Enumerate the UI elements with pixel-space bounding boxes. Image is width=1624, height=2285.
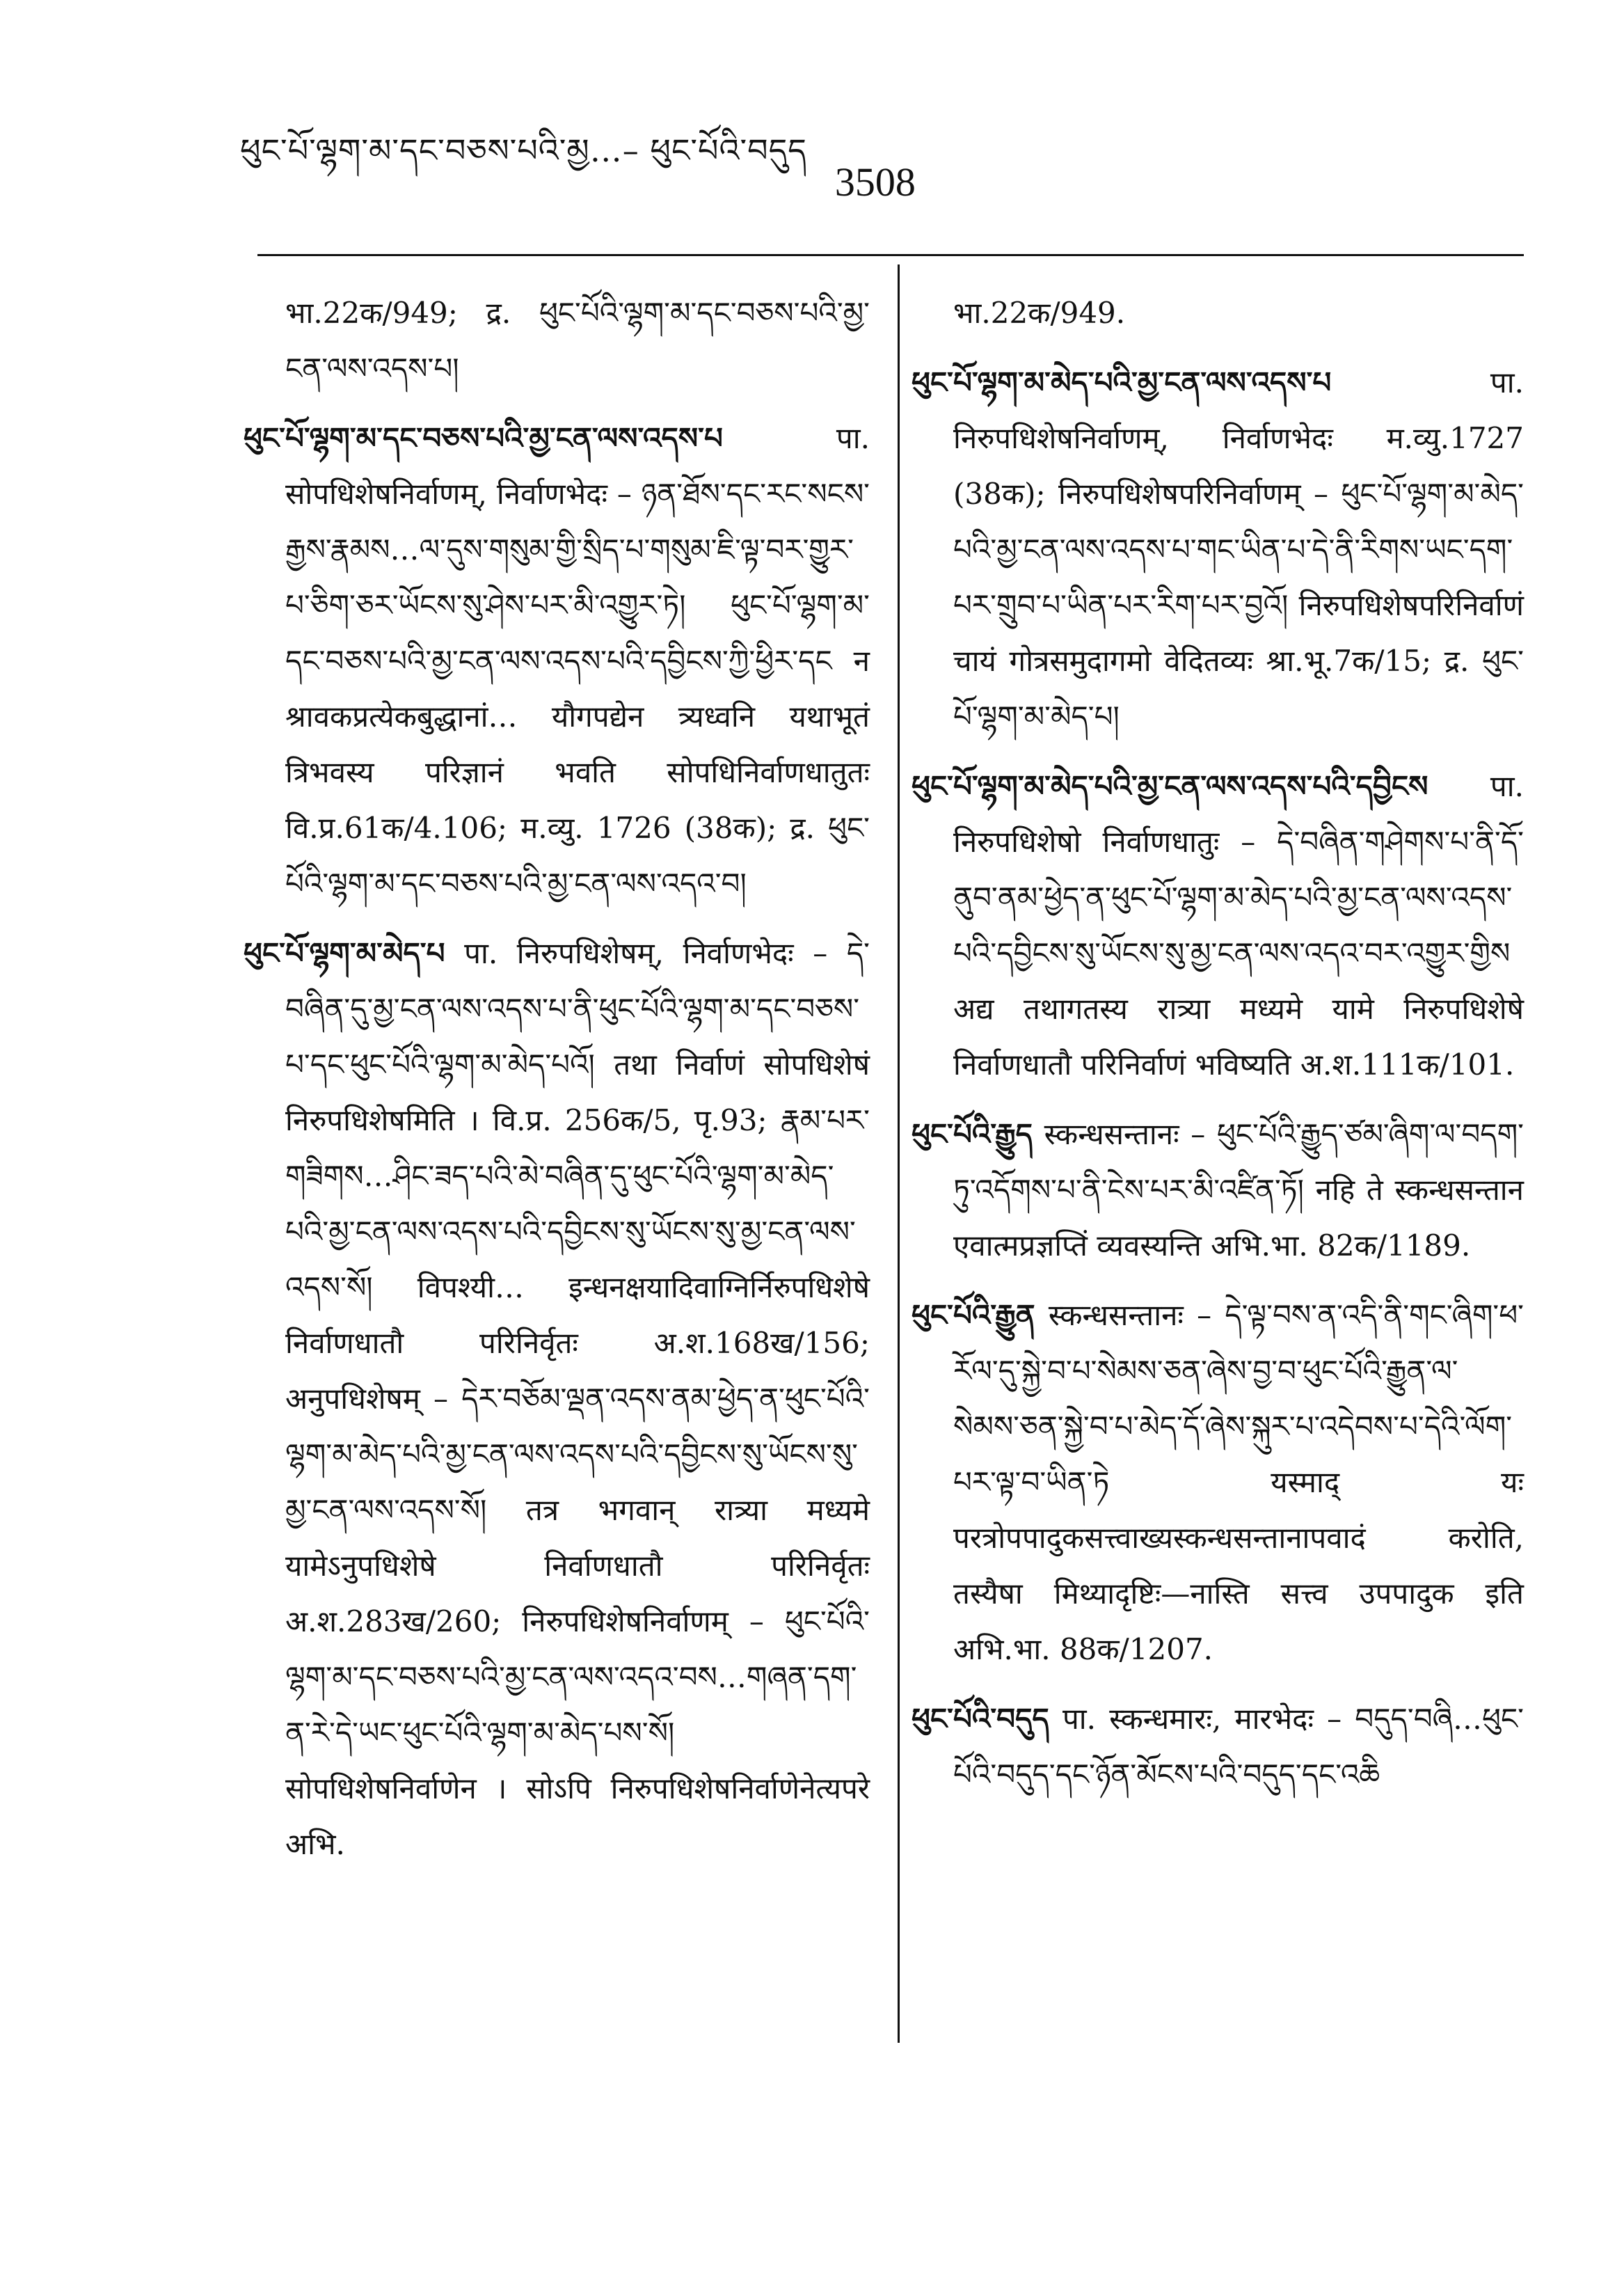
dictionary-entry: [911, 1691, 1524, 1803]
right-column: [911, 285, 1524, 1817]
header-rule: [257, 254, 1524, 256]
page-header: [240, 132, 1513, 205]
entry-body: भा.22क/949.: [953, 296, 1126, 330]
column-divider: [898, 264, 900, 2043]
entry-body: स्कन्धसन्तानः – ཕུང་པོའི་རྒྱུད་ཙམ་ཞིག་ལ་བདག་ཏུ་འདོགས་པ་ནི་ངེས་པར་མི་འཛིན་ཏོ། नहि ते स्कन्धसन्तान एवात्मप्रज्ञप्तिं व्यवस्यन्ति अभि.भा. 82क/1189.: [953, 1117, 1524, 1263]
entry-headword: ཕུང་པོ་ལྷག་མ་དང་བཅས་པའི་མྱ་ངན་ལས་འདས་པ: [244, 421, 723, 455]
entry-body: पा. स्कन्धमारः, मारभेदः – བདུད་བཞི…ཕུང་པོའི་བདུད་དང་ཉོན་མོངས་པའི་བདུད་དང་འཆི: [953, 1702, 1524, 1792]
dictionary-entry: [244, 926, 870, 1872]
dictionary-entry: [911, 285, 1524, 341]
entry-headword: ཕུང་པོ་ལྷག་མ་མེད་པའི་མྱ་ངན་ལས་འདས་པའི་དབྱིངས: [911, 769, 1428, 803]
entry-headword: ཕུང་པོའི་བདུད: [911, 1702, 1049, 1736]
entry-body: पा. सोपधिशेषनिर्वाणम्, निर्वाणभेदः – ཉན་ཐོས་དང་རང་སངས་རྒྱས་རྣམས…ལ་དུས་གསུམ་གྱི་སྲིད་པ་གསུམ་ཇི་ལྟ་བར་གྱུར་པ་ཅིག་ཅར་ཡོངས་སུ་ཤེས་པར་མི་འགྱུར་ཏེ། ཕུང་པོ་ལྷག་མ་དང་བཅས་པའི་མྱ་ངན་ལས་འདས་པའི་དབྱིངས་ཀྱི་ཕྱིར་དང न श्रावकप्रत्येकबुद्धानां… यौगपद्येन त्र्यध्वनि यथाभूतं त्रिभवस्य परिज्ञानं भवति सोपधिनिर्वाणधातुतः वि.प्र.61क/4.106; म.व्यु. 1726 (38क); द्र. ཕུང་པོའི་ལྷག་མ་དང་བཅས་པའི་མྱ་ངན་ལས་འདའ་བ།: [285, 421, 870, 901]
dictionary-entry: [244, 285, 870, 397]
dictionary-entry: [911, 759, 1524, 1093]
entry-body: पा. निरुपधिशेषो निर्वाणधातुः – དེ་བཞིན་གཤེགས་པ་ནི་དོ་ནུབ་ནམ་ཕྱེད་ན་ཕུང་པོ་ལྷག་མ་མེད་པའི་མྱ་ངན་ལས་འདས་པའི་དབྱིངས་སུ་ཡོངས་སུ་མྱ་ངན་ལས་འདའ་བར་འགྱུར་གྱིས अद्य तथागतस्य रात्र्या मध्यमे यामे निरुपधिशेषे निर्वाणधातौ परिनिर्वाणं भविष्यति अ.श.111क/101.: [953, 769, 1524, 1082]
entry-headword: ཕུང་པོའི་རྒྱུད: [911, 1117, 1033, 1151]
entry-body: भा.22क/949; द्र. ཕུང་པོའི་ལྷག་མ་དང་བཅས་པའི་མྱ་ངན་ལས་འདས་པ།: [285, 296, 870, 386]
running-title: ཕུང་པོ་ལྷག་མ་དང་བཅས་པའི་མྱ…– ཕུང་པོའི་བདུད: [240, 132, 807, 169]
entry-body: पा. निरुपधिशेषम्, निर्वाणभेदः – དེ་བཞིན་དུ་མྱ་ངན་ལས་འདས་པ་ནི་ཕུང་པོའི་ལྷག་མ་དང་བཅས་པ་དང་ཕུང་པོའི་ལྷག་མ་མེད་པའོ། तथा निर्वाणं सोपधिशेषं निरुपधिशेषमिति । वि.प्र. 256क/5, पृ.93; རྣམ་པར་གཟིགས…ཤིང་ཟད་པའི་མེ་བཞིན་དུ་ཕུང་པོའི་ལྷག་མ་མེད་པའི་མྱ་ངན་ལས་འདས་པའི་དབྱིངས་སུ་ཡོངས་སུ་མྱ་ངན་ལས་འདས་སོ། विपश्यी… इन्धनक्षयादिवाग्निर्निरुपधिशेषे निर्वाणधातौ परिनिर्वृतः अ.श.168ख/156; अनुपधिशेषम् – དེར་བཅོམ་ལྡན་འདས་ནམ་ཕྱེད་ན་ཕུང་པོའི་ལྷག་མ་མེད་པའི་མྱ་ངན་ལས་འདས་པའི་དབྱིངས་སུ་ཡོངས་སུ་མྱ་ངན་ལས་འདས་སོ། तत्र भगवान् रात्र्या मध्यमे यामेऽनुपधिशेषे निर्वाणधातौ परिनिर्वृतः अ.श.283ख/260; निरुपधिशेषनिर्वाणम् – ཕུང་པོའི་ལྷག་མ་དང་བཅས་པའི་མྱ་ངན་ལས་འདའ་བས…གཞན་དག་ན་རེ་དེ་ཡང་ཕུང་པོའི་ལྷག་མ་མེད་པས་སོ། सोपधिशेषनिर्वाणेन । सोऽपि निरुपधिशेषनिर्वाणेनेत्यपरे अभि.: [285, 936, 870, 1861]
dictionary-entry: [911, 1107, 1524, 1274]
entry-headword: ཕུང་པོ་ལྷག་མ་མེད་པའི་མྱ་ངན་ལས་འདས་པ: [911, 365, 1332, 400]
entry-headword: ཕུང་པོའི་རྒྱུན: [911, 1298, 1035, 1332]
dictionary-entry: [244, 411, 870, 912]
dictionary-entry: [911, 1288, 1524, 1677]
entry-body: स्कन्धसन्तानः – དེ་ལྟ་བས་ན་འདི་ནི་གང་ཞིག་ཕ་རོལ་དུ་སྐྱེ་བ་པ་སེམས་ཅན་ཞེས་བྱ་བ་ཕུང་པོའི་རྒྱུན་ལ་སེམས་ཅན་སྐྱེ་བ་པ་མེད་དོ་ཞེས་སྐུར་པ་འདེབས་པ་དེའི་ལོག་པར་ལྟ་བ་ཡིན་ཏེ यस्माद् यः परत्रोपपादुकसत्त्वाख्यस्कन्धसन्तानापवादं करोति, तस्यैषा मिथ्यादृष्टिः—नास्ति सत्त्व उपपादुक इति अभि.भा. 88क/1207.: [953, 1298, 1524, 1666]
dictionary-entry: [911, 355, 1524, 745]
left-column: [244, 285, 870, 1886]
entry-body: पा. निरुपधिशेषनिर्वाणम्, निर्वाणभेदः म.व्यु.1727 (38क); निरुपधिशेषपरिनिर्वाणम् – ཕུང་པོ་ལྷག་མ་མེད་པའི་མྱ་ངན་ལས་འདས་པ་གང་ཡིན་པ་དེ་ནི་རིགས་ཡང་དག་པར་གྲུབ་པ་ཡིན་པར་རིག་པར་བྱའོ། निरुपधिशेषपरिनिर्वाणं चायं गोत्रसमुदागमो वेदितव्यः श्रा.भू.7क/15; द्र. ཕུང་པོ་ལྷག་མ་མེད་པ།: [953, 365, 1524, 734]
entry-headword: ཕུང་པོ་ལྷག་མ་མེད་པ: [244, 936, 445, 970]
page-number: 3508: [834, 159, 916, 205]
